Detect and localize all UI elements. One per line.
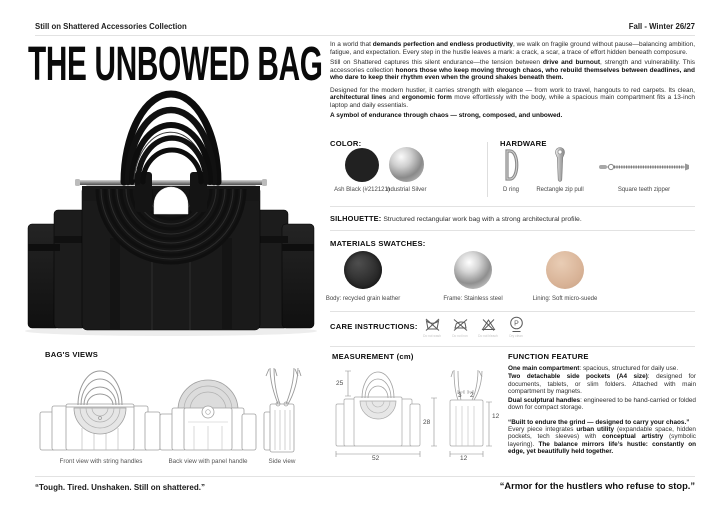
dry-clean-p-icon [504,316,528,338]
intro-bold: drive and burnout [542,59,600,67]
measure-width: 52 [372,455,380,462]
color-swatch-ash-black [345,148,379,182]
function-text: : engineered to be hand-carried or folded down for compact storage. [508,396,696,412]
intro-bold: architectural lines [330,94,387,102]
section-divider [330,346,695,347]
function-text: Every piece integrates [508,425,577,433]
silhouette-text: Structured rectangular work bag with a strong architectural profile. [381,216,582,223]
measure-side-height: 12 [492,413,500,420]
care-caption: Dry clean [509,334,523,338]
do-not-iron-icon [448,316,472,338]
measure-handle-height: 25 [336,380,344,387]
intro-paragraph-3 [330,87,695,110]
header-divider [35,35,695,36]
do-not-bleach-icon [476,316,500,338]
section-divider [330,230,695,231]
intro-text: Still on Shattered captures this silent endurance—the tension between [330,59,543,67]
section-divider [330,206,695,207]
care-letter: P [513,320,519,328]
function-text: : spacious, structured for daily use. [579,365,679,372]
color-swatch-label: Ash Black (#212121) [334,187,390,193]
page-title: THE UNBOWED BAG [28,38,323,91]
front-view-drawing [38,366,164,456]
footer-quote-left: “Tough. Tired. Unshaken. Still on shattered.” [35,483,205,492]
hardware-item-label: Rectangle zip pull [536,187,584,193]
function-item [508,365,696,372]
measure-body-height: 28 [423,419,431,426]
intro-text: Designed for the modern hustler, it carries strength with elegance — from work to travel, hangouts to red carpets. Its clean, [330,86,695,94]
intro-paragraph-2 [330,59,695,82]
intro-text: move effortlessly with the body, while a spacious main compartment fits a 13-inch laptop and daily essentials. [330,94,695,109]
back-view-caption: Back view with panel handle [168,458,248,465]
intro-tagline [330,112,695,120]
material-swatch-label: Lining: Soft micro-suede [532,296,598,302]
collection-title: Still on Shattered Accessories Collection [35,22,187,31]
intro-text: , we walk on fragile ground without pause—balancing ambition, fatigue, and expectation. Every step in the hustle leaves a mark: a crack, a scar, a trace of effort hidden beneath composure. [330,41,696,56]
function-bold: “Built to endure the grind — designed to carry your chaos.” [508,418,690,426]
measurement-drawing [332,362,494,462]
function-copy [508,365,696,459]
intro-bold: ergonomic form [401,94,452,102]
front-view-caption: Front view with string handles [59,458,143,465]
care-caption: Do not wash [423,334,441,338]
color-swatch-industrial-silver [389,147,424,182]
intro-text: In a world that [330,41,373,48]
material-swatch-suede [546,251,584,289]
function-text: (symbolic layering). [508,433,696,448]
function-item [508,397,696,412]
hardware-heading: HARDWARE [500,139,547,148]
hardware-item-label: Square teeth zipper [617,187,671,193]
intro-bold: demands perfection and endless productivity [372,41,514,48]
color-swatch-label: Industrial Silver [385,187,427,193]
care-caption: Do not iron [452,334,468,338]
intro-bold: honors those who keep moving through chaos, who rebuild themselves between deadlines, and who dare to keep their rhythm even when the ground shakes beneath them. [330,66,695,82]
material-swatch-label: Body: recycled grain leather [325,296,401,302]
zip-pull-icon [552,146,568,184]
do-not-wash-icon [420,316,444,338]
function-bold: conceptual artistry [602,433,664,441]
function-bold: The balance mirrors life’s hustle: constantly on edge, yet beautifully held together. [508,440,697,456]
material-swatch-label: Frame: Stainless steel [443,296,503,302]
silhouette-heading: SILHOUETTE: [330,214,382,223]
function-heading: FUNCTION FEATURE [508,352,589,361]
material-swatch-steel [454,251,492,289]
color-heading: COLOR: [330,139,362,148]
function-quote [508,419,696,456]
function-bold: urban utility [576,425,615,433]
silhouette-line [330,214,695,223]
footer-divider [35,476,695,477]
bag-photo [20,86,322,338]
zipper-icon [597,158,691,176]
section-divider [330,311,695,312]
back-view-drawing [158,366,258,456]
function-bold: Dual sculptural handles [508,396,581,404]
intro-text: , strength and vulnerability. This accessories collection [330,59,696,74]
function-bold: One main compartment [508,365,580,372]
views-heading: BAG'S VIEWS [45,350,99,359]
function-item [508,373,696,395]
intro-paragraph-1 [330,41,695,56]
function-text: (expandable space, hidden pockets, tech sleeves) with [508,425,696,441]
measure-pocket-a: 3 [458,392,462,399]
side-view-drawing [256,366,308,456]
function-text: : designed for documents, tablets, or slim folders. Attached with main compartment by magnets. [508,373,696,396]
care-heading: CARE INSTRUCTIONS: [330,322,418,331]
bag-photo-illustration [20,86,322,338]
material-swatch-leather [344,251,382,289]
intro-text: and [386,94,402,102]
season-label: Fall - Winter 26/27 [628,22,695,31]
care-caption: Do not bleach [478,334,498,338]
d-ring-icon [500,147,522,183]
footer-quote-right: “Armor for the hustlers who refuse to stop.” [499,481,695,491]
measure-pocket-b: 2 [470,392,474,399]
intro-copy [330,41,695,123]
side-view-caption: Side view [268,458,296,465]
intro-bold: A symbol of endurance through chaos — strong, composed, and unbowed. [330,112,563,120]
measure-depth: 12 [460,455,468,462]
function-bold: Two detachable side pockets (A4 size) [508,373,648,381]
materials-heading: MATERIALS SWATCHES: [330,239,426,248]
measurement-heading: MEASUREMENT (cm) [332,352,414,361]
hardware-item-label: D ring [502,187,519,193]
